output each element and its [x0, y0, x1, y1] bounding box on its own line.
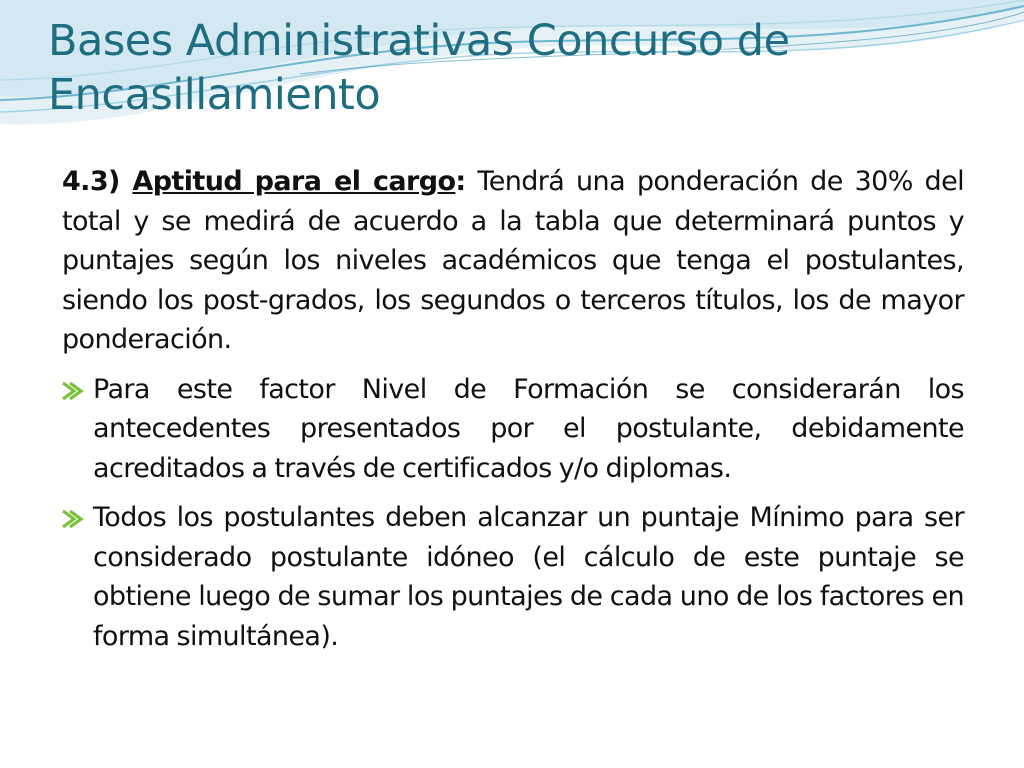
intro-text: Tendrá una ponderación de 30% del total y se medirá de acuerdo a la tabla que determinará puntos y puntajes según los niveles académicos que tenga el postulantes, siendo los post-grados, los segundos o terceros títulos, los de mayor ponderación. [62, 166, 965, 355]
bullet-item-2 [62, 498, 964, 656]
bullet-text-2: Todos los postulantes deben alcanzar un puntaje Mínimo para ser considerado postulante idóneo (el cálculo de este puntaje se obtiene luego de sumar los puntajes de cada uno de los factores en forma simultánea). [93, 502, 964, 652]
intro-paragraph [62, 162, 964, 360]
section-heading-colon: : [455, 166, 466, 197]
section-heading: Aptitud para el cargo [132, 166, 456, 197]
bullet-text-1: Para este factor Nivel de Formación se considerarán los antecedentes presentados por el postulante, debidamente acreditados a través de certificados y/o diplomas. [93, 373, 964, 484]
section-number: 4.3) [62, 166, 133, 197]
bullet-item-1 [62, 370, 964, 489]
arrow-bullet-icon [62, 509, 86, 529]
slide-body [62, 162, 964, 666]
arrow-bullet-icon [62, 381, 86, 401]
slide-title: Bases Administrativas Concurso de Encasillamiento [48, 16, 790, 120]
